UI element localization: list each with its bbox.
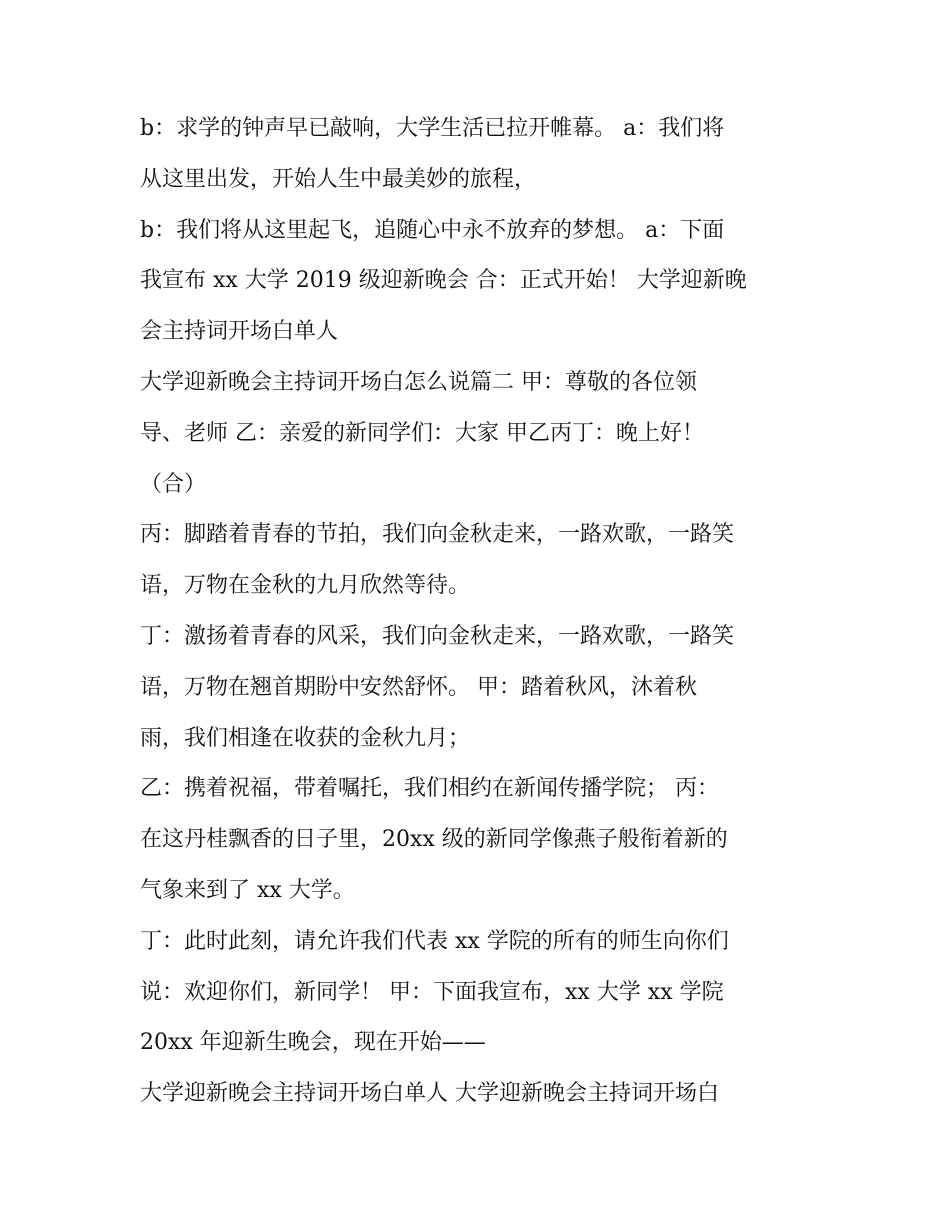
text-line: 语，万物在金秋的九月欣然等待。	[140, 573, 471, 599]
text-line: 丁：此时此刻，请允许我们代表 xx 学院的所有的师生向你们	[140, 928, 729, 954]
text-line: 丙：脚踏着青春的节拍，我们向金秋走来，一路欢歌，一路笑	[140, 522, 735, 548]
text-line: （合）	[140, 471, 207, 497]
document-body	[140, 104, 820, 1120]
text-line: 从这里出发，开始人生中最美妙的旅程，	[140, 166, 537, 192]
text-line: 在这丹桂飘香的日子里，20xx 级的新同学像燕子般衔着新的	[140, 827, 728, 853]
text-line: b：求学的钟声早已敲响，大学生活已拉开帷幕。 a：我们将	[140, 116, 725, 141]
text-line: 导、老师 乙：亲爱的新同学们：大家 甲乙丙丁：晚上好！	[140, 420, 704, 446]
text-line: 雨，我们相逢在收获的金秋九月；	[140, 725, 471, 751]
text-line: 大学迎新晚会主持词开场白怎么说篇二 甲：尊敬的各位领	[140, 369, 697, 395]
text-line: 气象来到了 xx 大学。	[140, 877, 355, 903]
text-line: 20xx 年迎新生晚会，现在开始——	[140, 1030, 486, 1056]
text-line: 说：欢迎你们，新同学！ 甲：下面我宣布，xx 大学 xx 学院	[140, 979, 724, 1005]
text-line: 丁：激扬着青春的风采，我们向金秋走来，一路欢歌，一路笑	[140, 623, 735, 649]
text-line: 会主持词开场白单人	[140, 319, 339, 345]
text-line: 乙：携着祝福，带着嘱托，我们相约在新闻传播学院； 丙：	[140, 776, 719, 802]
text-line: 我宣布 xx 大学 2019 级迎新晚会 合：正式开始！ 大学迎新晚	[140, 268, 747, 294]
text-line: 大学迎新晚会主持词开场白单人 大学迎新晚会主持词开场白	[140, 1081, 719, 1107]
text-line: b：我们将从这里起飞，追随心中永不放弃的梦想。 a：下面	[140, 217, 725, 243]
text-line: 语，万物在翘首期盼中安然舒怀。 甲：踏着秋风，沐着秋	[140, 674, 697, 700]
